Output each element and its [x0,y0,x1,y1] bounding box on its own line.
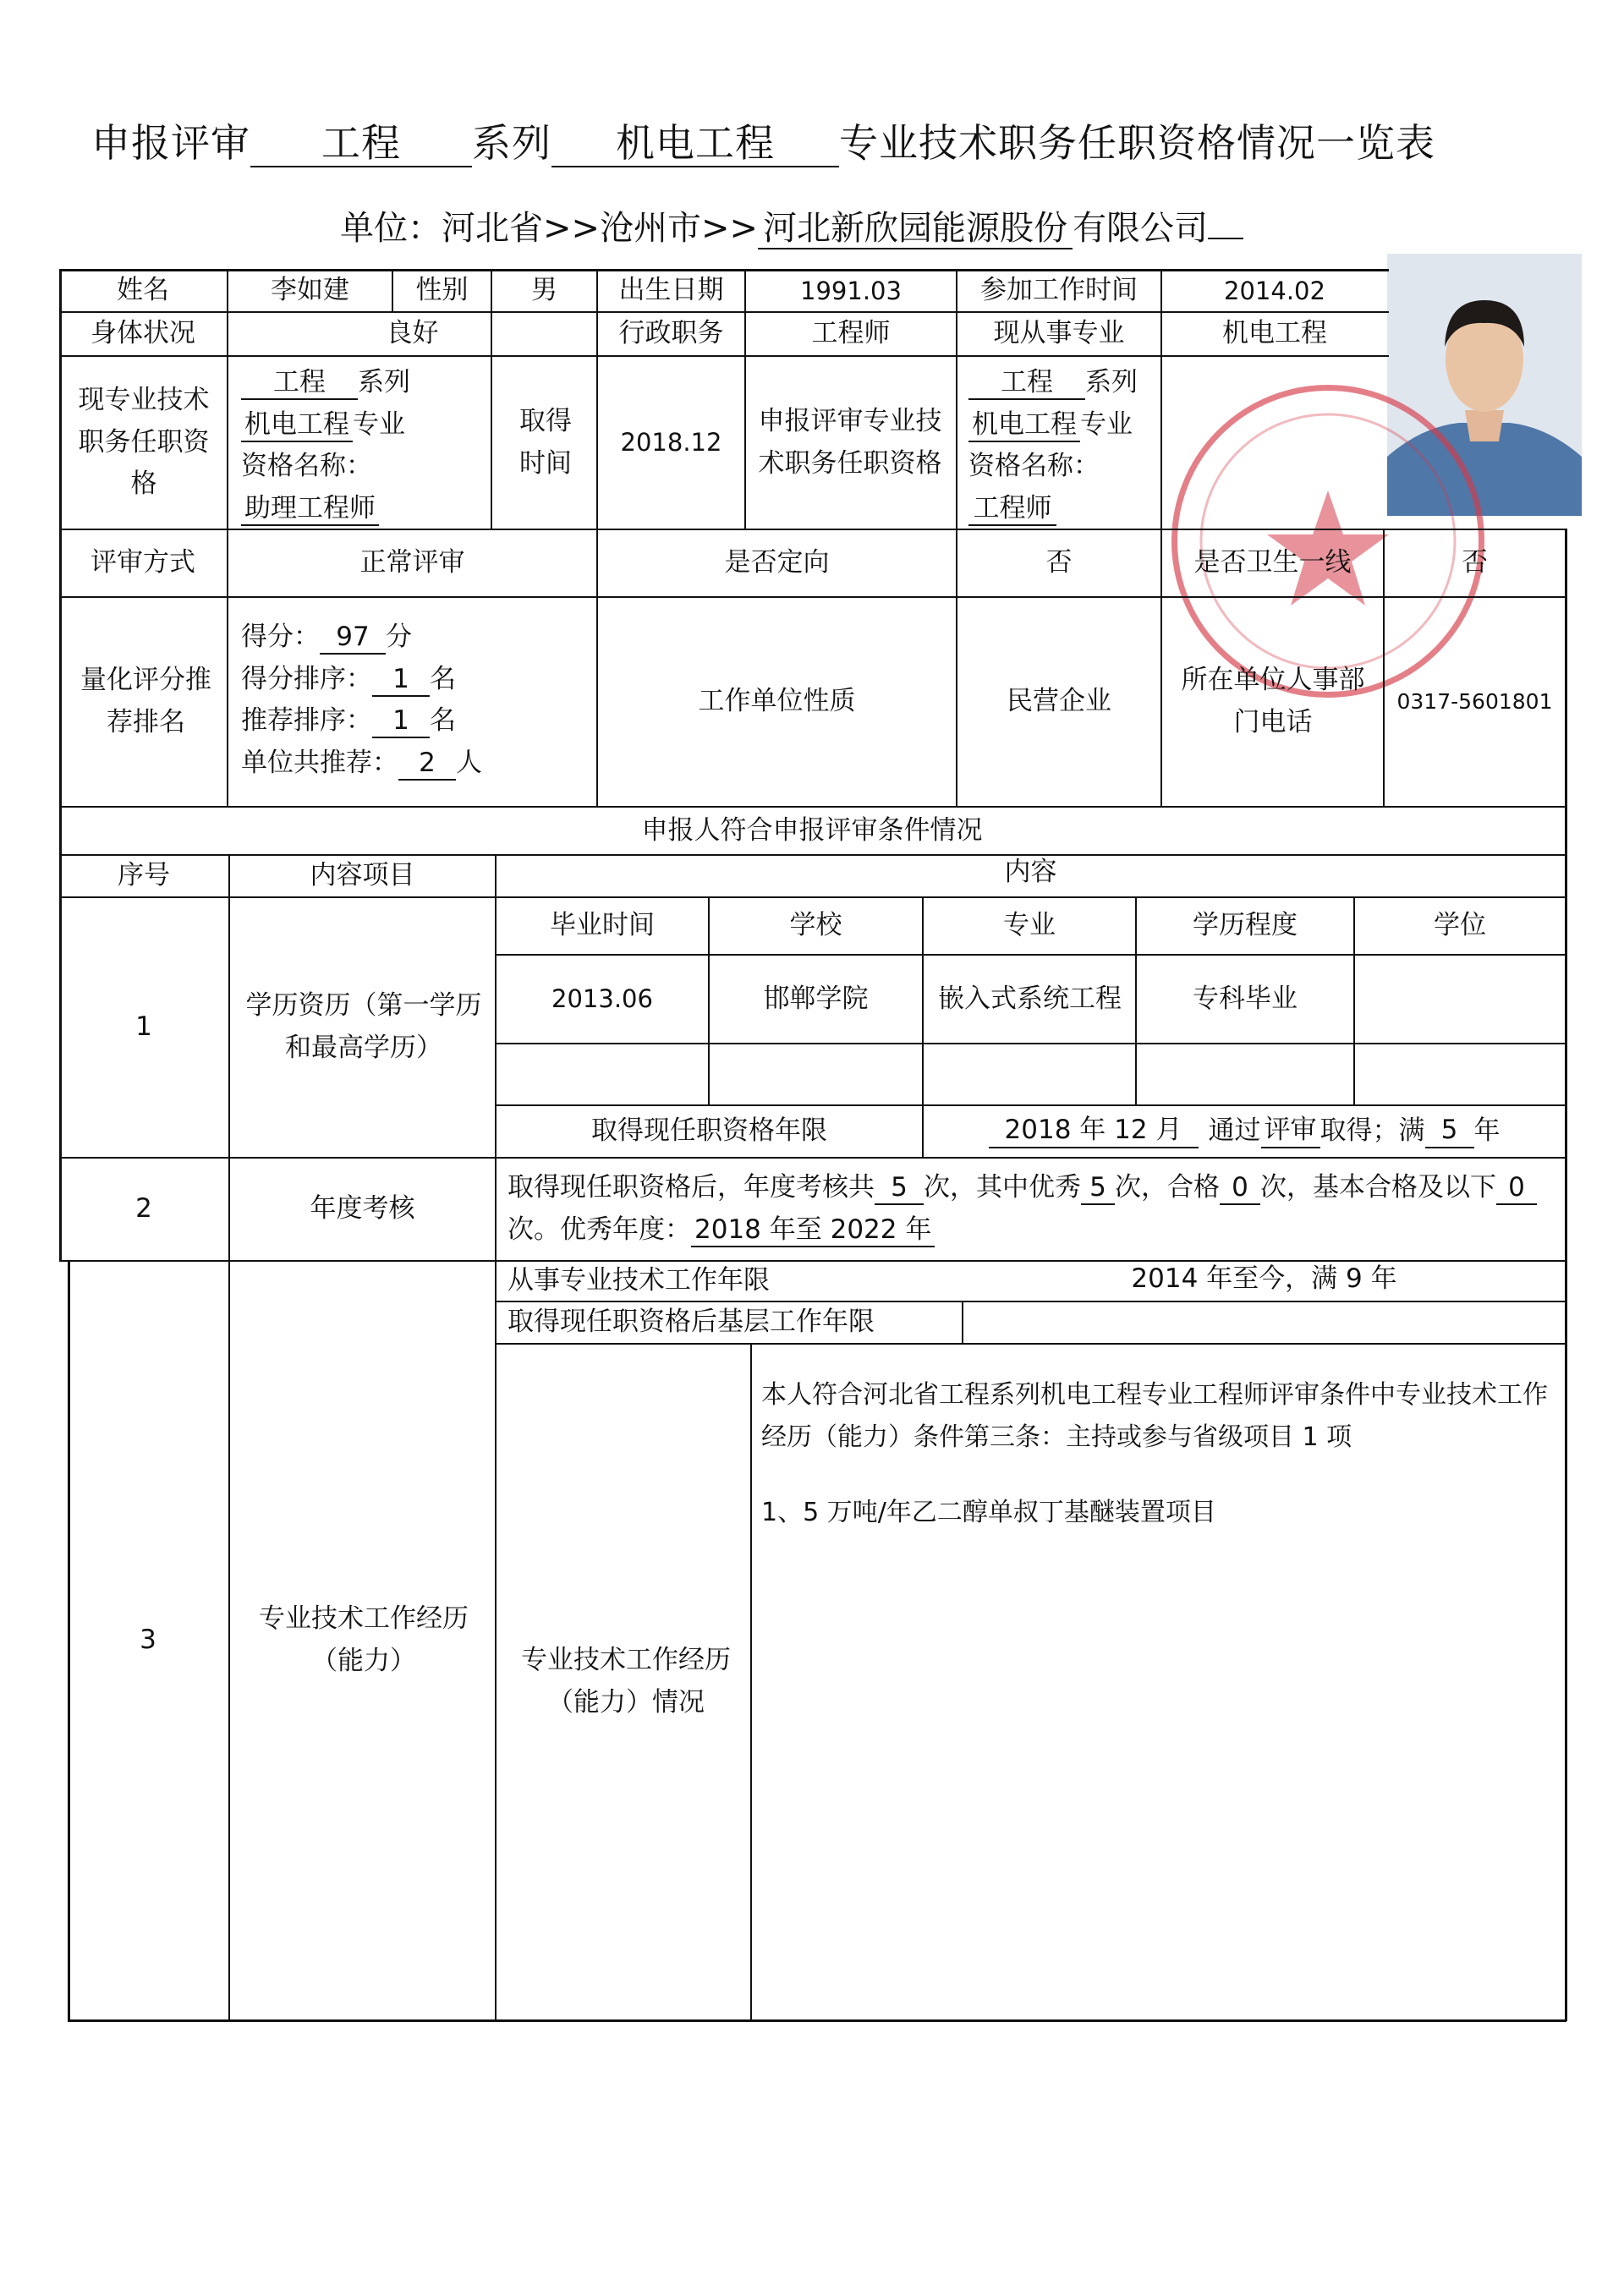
annual-excellent: 5 [1081,1172,1115,1205]
gender-label: 性别 [415,275,469,306]
health-line-label: 是否卫生一线 [1193,547,1352,578]
name-label: 姓名 [117,275,169,306]
title-prefix: 申报评审 [91,120,250,166]
edu-major [930,956,1129,1043]
edu-item [241,898,486,1157]
apply-qual-name-line [968,446,1159,529]
rank-prefix: 得分排序： [241,663,372,694]
post-label: 行政职务 [618,318,724,349]
annual-item: 年度考核 [310,1193,415,1225]
employer-type-label: 工作单位性质 [698,686,856,717]
annual-text-2: 次，其中优秀 [924,1172,1081,1203]
apply-qual-name: 工程师 [968,493,1056,526]
edu-item-text: 学历资历（第一学历和最高学历） [245,990,482,1063]
employer-type-value: 民营企业 [1007,686,1111,717]
current-qual-label [68,357,220,529]
annual-total: 5 [875,1172,924,1205]
apply-qual-major-suffix: 专业 [1080,408,1133,440]
annual-text-1: 取得现任职资格后，年度考核共 [508,1172,875,1203]
oriented-label: 是否定向 [724,547,830,578]
score-prefix: 得分： [241,622,320,652]
apply-qual-label-text: 申报评审专业技术职务任职资格 [758,405,942,479]
recommend-line [241,700,596,743]
exp-detail-label [516,1345,736,2019]
title-series: 工程 [250,121,472,167]
score-label-text: 量化评分推荐排名 [80,665,211,737]
table-border-bottom [68,2019,1566,2022]
birth-label: 出生日期 [618,275,724,306]
work-start-label: 参加工作时间 [980,275,1138,306]
apply-qual-series: 工程 [968,367,1085,400]
obtain-time-label-text: 取得时间 [519,405,572,479]
edu-major-text: 嵌入式系统工程 [938,983,1122,1014]
edu-col-degree-level: 学历程度 [1193,910,1298,941]
edu-years-via: 评审 [1261,1115,1320,1148]
exp-years-value: 2014 年至今，满 9 年 [1131,1263,1397,1295]
exp-base-years-value [963,1302,1565,1343]
apply-qual-label [757,357,943,529]
health-value: 良好 [386,318,439,349]
edu-degree [1355,956,1565,1043]
edu-seq: 1 [135,1011,152,1043]
work-start-value: 2014.02 [1224,276,1325,305]
unit-blank [1208,238,1243,239]
exp-detail-paragraph: 本人符合河北省工程系列机电工程专业工程师评审条件中专业技术工作经历（能力）条件第三条：主持或参与省级项目 1 项 [761,1380,1548,1452]
exp-detail-content [761,1374,1561,2017]
obtain-time-value: 2018.12 [620,428,722,458]
post-value: 工程师 [811,318,891,349]
header-seq: 序号 [118,860,170,891]
title-series-suffix: 系列 [472,120,551,166]
current-qual-value [241,362,486,527]
table-col [228,854,230,2021]
unit-suffix: 有限公司 [1073,209,1209,248]
current-qual-label-text: 现专业技术职务任职资格 [78,385,210,500]
edu-grad-time: 2013.06 [551,984,653,1014]
annual-seq: 2 [135,1193,152,1225]
current-qual-series-suffix: 系列 [358,367,410,397]
name-value: 李如建 [271,275,349,306]
hr-phone-label [1171,598,1374,806]
edu-col-school: 学校 [789,910,842,941]
title-major: 机电工程 [551,121,839,167]
rank-line [241,659,596,701]
recommend-prefix: 推荐排序： [241,705,372,737]
annual-years: 2018 年至 2022 年 [691,1214,935,1247]
rank-value: 1 [372,664,430,697]
recommend-suffix: 名 [430,705,456,737]
edu-years-month: 12 [1114,1115,1148,1146]
total-value: 2 [398,748,456,781]
score-block [241,598,596,806]
table-rule [495,1043,1566,1044]
score-value: 97 [320,622,386,655]
current-qual-series: 工程 [241,367,358,400]
current-qual-major: 机电工程 [241,409,353,442]
apply-qual-major: 机电工程 [968,409,1080,442]
recommend-value: 1 [372,705,430,738]
review-mode-label: 评审方式 [91,547,195,578]
apply-qual-value [968,362,1159,527]
score-suffix: 分 [386,622,412,652]
edu-years-obtained: 取得；满 [1320,1115,1425,1147]
edu-years-unit: 年 [1473,1115,1501,1147]
total-line [241,743,596,785]
specialty-value: 机电工程 [1222,318,1327,349]
total-prefix: 单位共推荐： [241,747,398,778]
edu-degree-level: 专科毕业 [1193,983,1298,1014]
apply-qual-series-suffix: 系列 [1085,367,1138,397]
edu-years-year: 2018 [1004,1115,1072,1146]
unit-line [340,201,1243,249]
annual-pass: 0 [1220,1172,1260,1205]
current-qual-major-line [241,404,486,447]
annual-content [508,1159,1561,1260]
edu-col-grad-time: 毕业时间 [550,910,655,941]
edu-years-full: 5 [1425,1115,1474,1148]
table-col [750,1343,752,2019]
form-title [91,112,1435,168]
specialty-label: 现从事专业 [993,318,1125,349]
exp-years-label: 从事专业技术工作年限 [508,1265,770,1296]
edu-col-major: 专业 [1003,910,1056,941]
gender-value: 男 [531,275,557,306]
birth-value: 1991.03 [800,276,902,305]
edu-years-label: 取得现任职资格年限 [591,1115,827,1147]
hr-phone-value: 0317-5601801 [1396,689,1553,714]
edu-school: 邯郸学院 [763,983,869,1014]
review-mode-value: 正常评审 [359,547,465,578]
current-qual-name-prefix: 资格名称： [241,451,372,482]
total-suffix: 人 [456,747,482,778]
annual-basic: 0 [1496,1172,1537,1205]
table-border-right [1565,529,1567,2021]
current-qual-name-line [241,446,486,529]
exp-detail-project: 1、5 万吨/年乙二醇单叔丁基醚装置项目 [761,1498,1216,1527]
health-label: 身体状况 [91,318,195,349]
oriented-value: 否 [1045,547,1073,578]
obtain-time-label [508,357,584,529]
unit-company: 河北新欣园能源股份 [758,209,1073,249]
exp-detail-label-text: 专业技术工作经历（能力）情况 [521,1645,731,1718]
current-qual-name: 助理工程师 [241,493,379,526]
title-suffix: 专业技术职务任职资格情况一览表 [839,120,1435,166]
current-qual-major-suffix: 专业 [353,408,405,440]
annual-text-5: 次。优秀年度： [508,1214,691,1245]
exp-item-text: 专业技术工作经历（能力） [259,1603,469,1676]
apply-qual-series-line [968,362,1159,404]
annual-text-3: 次，合格 [1115,1172,1220,1203]
edu-col-degree: 学位 [1434,910,1486,941]
health-line-value: 否 [1462,547,1488,578]
unit-prefix: 单位：河北省>>沧州市>> [340,209,759,248]
score-line [241,616,596,659]
exp-seq: 3 [140,1625,156,1656]
apply-qual-major-line [968,404,1159,447]
annual-text-4: 次，基本合格及以下 [1260,1172,1496,1203]
edu-years-via-prefix: 通过 [1208,1115,1261,1147]
edu-years-value [924,1106,1565,1157]
apply-qual-name-prefix: 资格名称： [968,451,1100,482]
edu-years-date: 2018 年 12 月 [989,1115,1199,1148]
exp-base-years-label: 取得现任职资格后基层工作年限 [508,1307,875,1338]
header-content: 内容 [1004,857,1057,888]
hr-phone-label-text: 所在单位人事部门电话 [1181,665,1365,737]
exp-item [241,1262,486,2019]
rank-suffix: 名 [430,663,456,694]
current-qual-series-line [241,362,486,404]
score-label [76,598,216,806]
header-item: 内容项目 [310,860,415,891]
section-title: 申报人符合申报评审条件情况 [641,814,983,846]
